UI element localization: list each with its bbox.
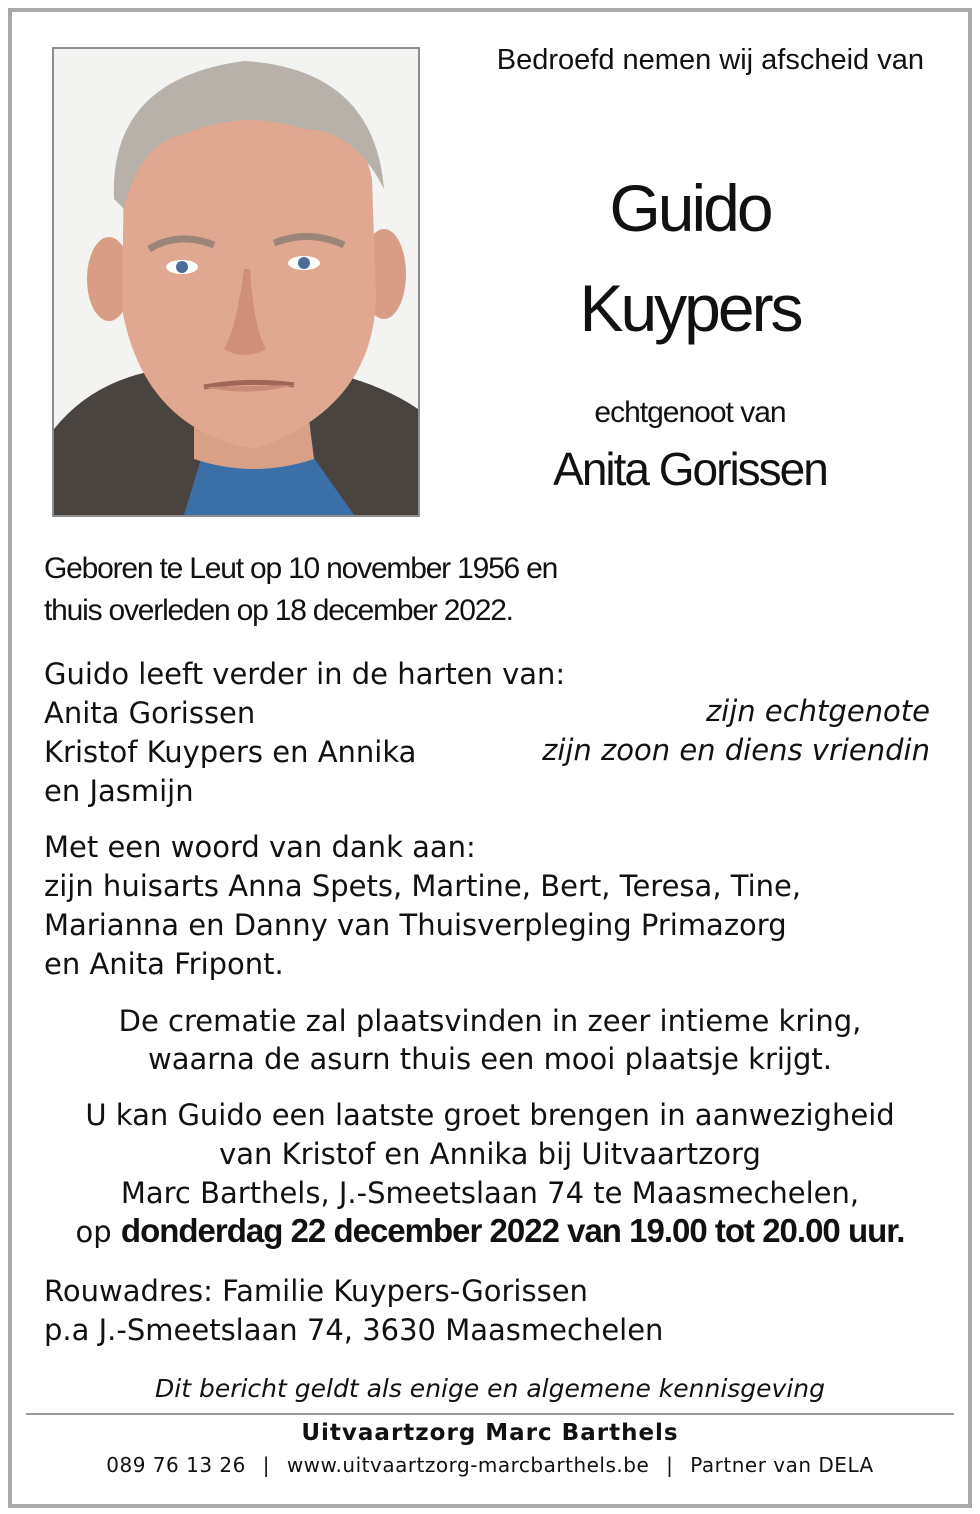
intro-text: Bedroefd nemen wij afscheid van [496,44,924,76]
visit-line: van Kristof en Annika bij Uitvaartzorg [219,1137,761,1171]
separator: | [666,1453,674,1477]
survivor-relation: zijn zoon en diens vriendin [542,733,930,767]
survivor-name: en Jasmijn [44,774,194,808]
portrait-photo [52,47,420,517]
thanks-line: zijn huisarts Anna Spets, Martine, Bert, Teresa, Tine, [44,869,802,903]
separator: | [262,1453,270,1477]
cremation-line: waarna de asurn thuis een mooi plaatsje krijgt. [147,1042,833,1076]
address-line-1: Rouwadres: Familie Kuypers-Gorissen [44,1274,588,1308]
survivor-relation: zijn echtgenote [705,694,930,728]
contact-line [20,1453,960,1477]
survivors-heading: Guido leeft verder in de harten van: [44,657,566,691]
visit-line: Marc Barthels, J.-Smeetslaan 74 te Maasmechelen, [120,1176,860,1210]
visit-datetime-line [20,1212,960,1252]
birth-line-2: thuis overleden op 18 december 2022. [44,594,513,627]
phone-number: 089 76 13 26 [106,1453,246,1477]
spouse-label: echtgenoot van [594,396,786,429]
thanks-heading: Met een woord van dank aan: [44,830,476,864]
address-line-2: p.a J.-Smeetslaan 74, 3630 Maasmechelen [44,1313,664,1347]
thanks-line: en Anita Fripont. [44,947,284,981]
deceased-first-name: Guido [609,171,771,245]
partner-text: Partner van DELA [690,1453,874,1477]
company-name: Uitvaartzorg Marc Barthels [301,1420,679,1446]
footer-divider [26,1413,954,1415]
website-link[interactable]: www.uitvaartzorg-marcbarthels.be [286,1453,650,1477]
notice-text: Dit bericht geldt als enige en algemene kennisgeving [155,1374,825,1403]
spouse-name: Anita Gorissen [553,443,827,495]
thanks-line: Marianna en Danny van Thuisverpleging Primazorg [44,908,787,942]
survivor-name: Anita Gorissen [44,696,256,730]
visit-line: U kan Guido een laatste groet brengen in aanwezigheid [85,1098,895,1132]
visit-datetime: donderdag 22 december 2022 van 19.00 tot 20.00 uur. [120,1212,905,1249]
deceased-last-name: Kuypers [579,271,801,345]
visit-prefix: op [75,1215,121,1249]
birth-line-1: Geboren te Leut op 10 november 1956 en [44,552,558,585]
survivor-name: Kristof Kuypers en Annika [44,735,417,769]
cremation-line: De crematie zal plaatsvinden in zeer intieme kring, [118,1004,862,1038]
